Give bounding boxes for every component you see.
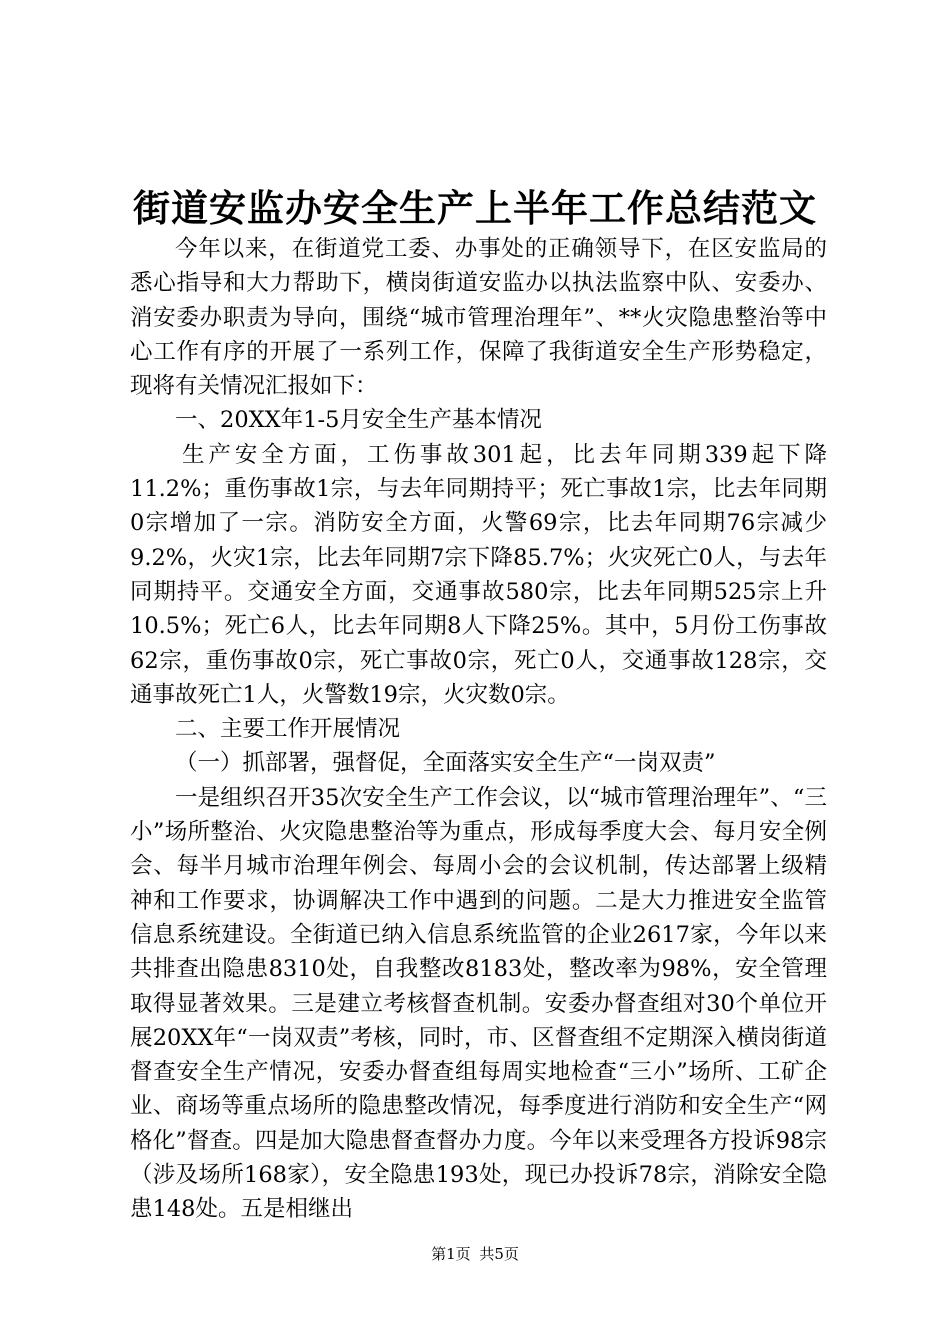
work-paragraph: 一是组织召开35次安全生产工作会议，以“城市管理治理年”、“三小”场所整治、火灾隐患整治等为重点，形成每季度大会、每月安全例会、每半月城市治理年例会、每周小会的会议机制，传达部署上级精神和工作要求，协调解决工作中遇到的问题。二是大力推进安全监管信息系统建设。全街道已纳入信息系统监管的企业2617家，今年以来共排查出隐患8310处，自我整改8183处，整改率为98%，安全管理取得显著效果。三是建立考核督查机制。安委办督查组对30个单位开展20XX年“一岗双责”考核，同时，市、区督查组不定期深入横岗街道督查安全生产情况，安委办督查组每周实地检查“三小”场所、工矿企业、商场等重点场所的隐患整改情况，每季度进行消防和安全生产“网格化”督查。四是加大隐患督查督办力度。今年以来受理各方投诉98宗（涉及场所168家），安全隐患193处，现已办投诉78宗，消除安全隐患148处。五是相继出 [130, 784, 827, 1223]
subsection-heading-1: （一）抓部署，强督促，全面落实安全生产“一岗双责” [175, 750, 716, 777]
intro-paragraph: 今年以来，在街道党工委、办事处的正确领导下，在区安监局的悉心指导和大力帮助下，横岗街道安监办以执法监察中队、安委办、消安委办职责为导向，围绕“城市管理治理年”、**火灾隐患整治等中心工作有序的开展了一系列工作，保障了我街道安全生产形势稳定，现将有关情况汇报如下： [130, 236, 827, 400]
page-footer [0, 1243, 950, 1265]
section-heading-1: 一、20XX年1-5月安全生产基本情况 [175, 407, 542, 434]
page-total: 共5页 [479, 1245, 519, 1263]
document-title: 街道安监办安全生产上半年工作总结范文 [133, 186, 817, 230]
situation-paragraph: 生产安全方面，工伤事故301起，比去年同期339起下降11.2%；重伤事故1宗，与去年同期持平；死亡事故1宗，比去年同期0宗增加了一宗。消防安全方面，火警69宗，比去年同期76宗减少9.2%，火灾1宗，比去年同期7宗下降85.7%；火灾死亡0人，与去年同期持平。交通安全方面，交通事故580宗，比去年同期525宗上升10.5%；死亡6人，比去年同期8人下降25%。其中，5月份工伤事故62宗，重伤事故0宗，死亡事故0宗，死亡0人，交通事故128宗，交通事故死亡1人，火警数19宗，火灾数0宗。 [130, 441, 827, 708]
document-body [130, 232, 827, 1227]
section-heading-2: 二、主要工作开展情况 [175, 716, 401, 743]
page-number: 第1页 [431, 1245, 471, 1263]
